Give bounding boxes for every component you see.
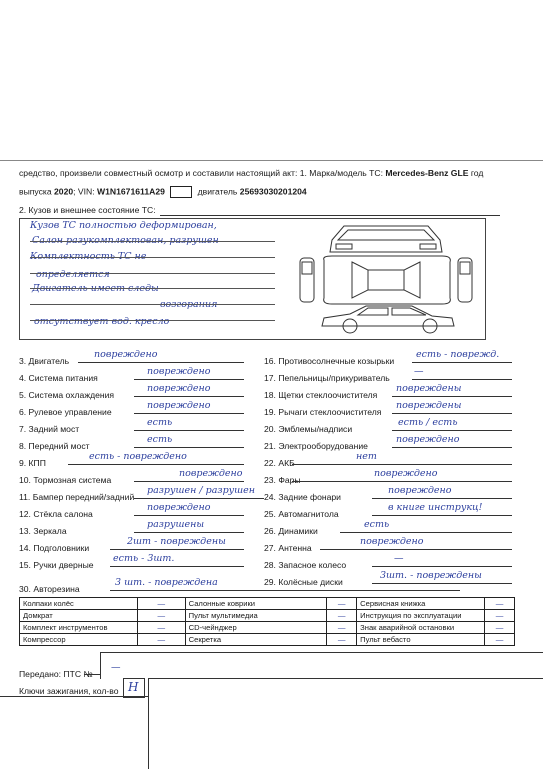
table-cell-label: Пульт мультимедиа: [185, 610, 327, 622]
item-label: 11. Бампер передний/задний: [19, 492, 135, 502]
item-tail-lights: [264, 485, 452, 505]
item-tires: [19, 577, 218, 597]
item-brakes: [19, 468, 243, 488]
item-value: повреждено: [147, 502, 211, 513]
item-value: повреждено: [147, 383, 211, 394]
table-cell-mark: —: [137, 622, 185, 634]
pts-value: —: [111, 662, 121, 673]
item-steering: [19, 400, 211, 420]
item-value: повреждено: [147, 400, 211, 411]
item-value: есть: [147, 434, 173, 445]
item-value: есть - 3шт.: [113, 553, 175, 564]
item-label: 21. Электрооборудование: [264, 441, 368, 451]
item-value: повреждено: [388, 485, 452, 496]
item-wheel-rims: [264, 570, 482, 590]
item-mirrors: [19, 519, 205, 539]
item-label: 15. Ручки дверные: [19, 560, 94, 570]
item-bumpers: [19, 485, 256, 505]
item-label: 20. Эмблемы/надписи: [264, 424, 353, 434]
engine-label: двигатель: [197, 186, 238, 197]
table-cell-label: CD-чейнджер: [185, 622, 327, 634]
table-cell-mark: —: [485, 634, 515, 646]
item-label: 17. Пепельницы/прикуриватель: [264, 373, 390, 383]
item-cooling-system: [19, 383, 211, 403]
car-diagram-icon: [292, 222, 480, 336]
footer-right-block: [148, 678, 543, 769]
item-label: 25. Автомагнитола: [264, 509, 339, 519]
table-cell-mark: —: [327, 622, 357, 634]
year-label: выпуска: [19, 186, 52, 197]
note-line: отсутствует вод. кресло: [34, 316, 170, 327]
vin-value: W1N1671611A29: [97, 186, 165, 197]
item-wiper-blades: [264, 383, 462, 403]
item-antenna: [264, 536, 424, 556]
item-value: повреждено: [374, 468, 438, 479]
item-label: 26. Динамики: [264, 526, 318, 536]
item-value: разрушены: [147, 519, 205, 530]
item-headlights: [264, 468, 438, 488]
table-cell-label: Колпаки колёс: [20, 598, 138, 610]
table-cell-label: Секретка: [185, 634, 327, 646]
item-value: —: [394, 553, 404, 564]
note-line: Двигатель имеет следы: [32, 283, 159, 294]
table-cell-label: Домкрат: [20, 610, 138, 622]
item-label: 24. Задние фонари: [264, 492, 341, 502]
table-row: [20, 598, 515, 610]
table-cell-mark: —: [137, 598, 185, 610]
table-cell-label: Сервисная книжка: [357, 598, 485, 610]
item-label: 22. АКБ: [264, 458, 295, 468]
table-cell-mark: —: [327, 598, 357, 610]
item-label: 6. Рулевое управление: [19, 407, 112, 417]
table-cell-mark: —: [485, 598, 515, 610]
intro-line-1: [19, 168, 483, 178]
item-value: разрушен / разрушен: [147, 485, 256, 496]
year-value: 2020: [54, 186, 74, 197]
table-cell-mark: —: [485, 622, 515, 634]
item-value: есть - повреждено: [89, 451, 187, 462]
item-value: нет: [356, 451, 377, 462]
item-label: 28. Запасное колесо: [264, 560, 347, 570]
item-sun-visors: [264, 349, 500, 369]
table-cell-mark: —: [137, 610, 185, 622]
item-value: есть: [364, 519, 390, 530]
table-cell-label: Салонные коврики: [185, 598, 327, 610]
item-ashtray: [264, 366, 424, 386]
item-label: 4. Система питания: [19, 373, 98, 383]
item-speakers: [264, 519, 390, 539]
item-radio: [264, 502, 483, 522]
table-cell-label: Комплект инструментов: [20, 622, 138, 634]
item-value: повреждено: [179, 468, 243, 479]
item-label: 13. Зеркала: [19, 526, 67, 536]
item-value: 3 шт. - повреждена: [115, 577, 218, 588]
item-front-axle: [19, 434, 173, 454]
item-label: 9. КПП: [19, 458, 46, 468]
engine-value: 25693030201204: [239, 186, 307, 197]
pts-row: [19, 662, 121, 682]
item-value: в книге инструкц!: [388, 502, 483, 513]
item-gearbox: [19, 451, 187, 471]
item-label: 12. Стёкла салона: [19, 509, 93, 519]
item-door-handles: [19, 553, 175, 573]
item-value: есть - поврежд.: [416, 349, 500, 360]
item-label: 7. Задний мост: [19, 424, 80, 434]
intro-text-end: год: [470, 168, 484, 178]
item-label: 29. Колёсные диски: [264, 577, 343, 587]
note-line: Салон разукомплектован, разрушен: [32, 235, 219, 246]
item-value: повреждены: [396, 383, 462, 394]
item-label: 23. Фары: [264, 475, 301, 485]
item-value: 2шт - повреждены: [127, 536, 226, 547]
item-rear-axle: [19, 417, 173, 437]
item-value: повреждено: [360, 536, 424, 547]
item-cabin-glass: [19, 502, 211, 522]
body-section-label: 2. Кузов и внешнее состояние ТС:: [19, 205, 156, 215]
item-value: есть / есть: [398, 417, 458, 428]
table-cell-label: Знак аварийной остановки: [357, 622, 485, 634]
item-wiper-arms: [264, 400, 462, 420]
item-label: 8. Передний мост: [19, 441, 90, 451]
note-line: возгорания: [160, 299, 218, 310]
pts-label: Передано: ПТС №: [19, 669, 93, 679]
vin-redaction-box: [170, 186, 192, 198]
item-label: 27. Антенна: [264, 543, 312, 553]
equipment-table: [19, 597, 515, 646]
item-value: повреждено: [94, 349, 158, 360]
footer-left-block: [0, 696, 148, 769]
item-label: 5. Система охлаждения: [19, 390, 115, 400]
item-value: повреждены: [396, 400, 462, 411]
item-engine: [19, 349, 158, 369]
item-value: 3шт. - повреждены: [380, 570, 482, 581]
keys-value: Н: [128, 680, 139, 694]
intro-text: средство, произвели совместный осмотр и составили настоящий акт: 1. Марка/модель ТС:: [19, 168, 383, 178]
vehicle-model: Mercedes-Benz GLE: [385, 168, 469, 178]
table-cell-label: Компрессор: [20, 634, 138, 646]
table-cell-mark: —: [485, 610, 515, 622]
item-value: —: [414, 366, 424, 377]
table-row: [20, 634, 515, 646]
item-value: есть: [147, 417, 173, 428]
item-fuel-system: [19, 366, 211, 386]
table-cell-mark: —: [327, 610, 357, 622]
table-cell-label: Пульт вебасто: [357, 634, 485, 646]
note-line: определяется: [36, 269, 110, 280]
item-label: 18. Щетки стеклоочистителя: [264, 390, 378, 400]
item-spare-wheel: [264, 553, 404, 573]
table-row: [20, 610, 515, 622]
item-label: 3. Двигатель: [19, 356, 70, 366]
item-label: 14. Подголовники: [19, 543, 90, 553]
note-line: Кузов ТС полностью деформирован,: [30, 220, 217, 231]
table-cell-label: Инструкция по эксплуатации: [357, 610, 485, 622]
item-emblems: [264, 417, 458, 437]
intro-line-2: выпуска 2020; VIN: W1N1671611A29 двигатель 25693030201204: [19, 186, 307, 197]
item-battery: [264, 451, 377, 471]
table-cell-mark: —: [137, 634, 185, 646]
item-value: повреждено: [396, 434, 460, 445]
item-label: 30. Авторезина: [19, 584, 80, 594]
item-value: повреждено: [147, 366, 211, 377]
item-label: 16. Противосолнечные козырьки: [264, 356, 395, 366]
item-label: 10. Тормозная система: [19, 475, 112, 485]
table-cell-mark: —: [327, 634, 357, 646]
item-headrests: [19, 536, 226, 556]
item-label: 19. Рычаги стеклоочистителя: [264, 407, 382, 417]
item-electrics: [264, 434, 460, 454]
note-line: Комплектность ТС не: [30, 251, 147, 262]
keys-label: Ключи зажигания, кол-во: [19, 686, 119, 696]
table-row: [20, 622, 515, 634]
top-blank-area: [0, 0, 543, 161]
vin-label: VIN:: [77, 186, 95, 197]
pts-box: [100, 652, 543, 679]
